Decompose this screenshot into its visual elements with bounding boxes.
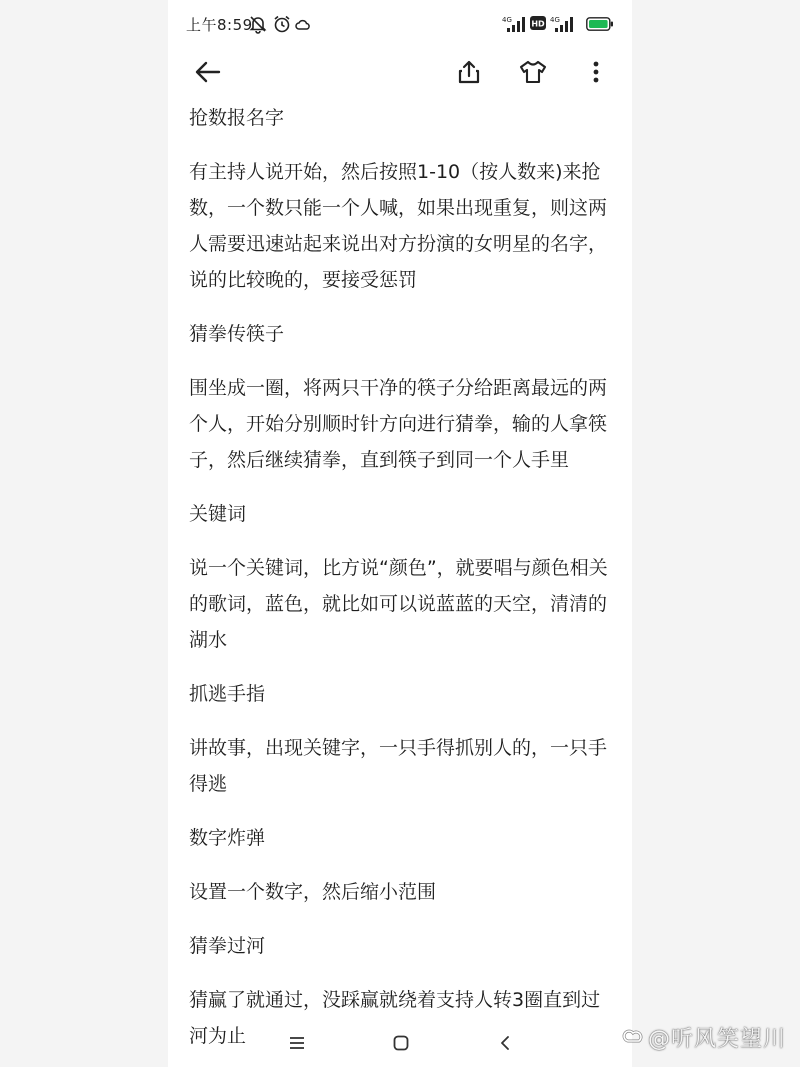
home-square-icon xyxy=(393,1035,409,1051)
section-body: 讲故事，出现关键字，一只手得抓别人的，一只手得逃 xyxy=(189,737,608,795)
battery-icon xyxy=(586,17,614,35)
more-vert-icon xyxy=(592,60,600,84)
network-label-1: 4G xyxy=(502,16,512,24)
section-body: 围坐成一圈，将两只干净的筷子分给距离最远的两个人，开始分别顺时针方向进行猜拳，输的人拿筷子，然后继续猜拳，直到筷子到同一个人手里 xyxy=(189,377,608,471)
share-button[interactable] xyxy=(451,54,487,90)
home-button[interactable] xyxy=(386,1028,416,1058)
theme-button[interactable] xyxy=(515,54,551,90)
signal-2-icon xyxy=(550,14,574,38)
cloud-icon xyxy=(295,17,311,35)
hd-icon xyxy=(530,16,546,34)
recent-apps-button[interactable] xyxy=(282,1028,312,1058)
section-title: 抓逃手指 xyxy=(189,683,266,705)
menu-icon xyxy=(288,1036,306,1050)
hd-label: HD xyxy=(531,19,545,29)
section-body: 猜赢了就通过，没踩赢就绕着支持人转3圈直到过河为止 xyxy=(189,989,601,1047)
status-time: 上午8:59 xyxy=(186,16,253,34)
section-title: 数字炸弹 xyxy=(189,827,266,849)
navigation-bar xyxy=(168,1018,632,1067)
watermark xyxy=(622,1022,786,1055)
app-bar xyxy=(168,48,632,96)
article-content xyxy=(189,100,619,1067)
system-back-button[interactable] xyxy=(490,1028,520,1058)
section-body: 设置一个数字，然后缩小范围 xyxy=(189,881,437,903)
watermark-text: @听风笑望川 xyxy=(647,1027,786,1052)
back-arrow-icon xyxy=(194,60,222,84)
share-icon xyxy=(456,59,482,85)
phone-screen xyxy=(168,0,632,1067)
section-title: 猜拳传筷子 xyxy=(189,323,285,345)
section-body: 有主持人说开始，然后按照1-10（按人数来)来抢数，一个数只能一个人喊，如果出现重复，则这两人需要迅速站起来说出对方扮演的女明星的名字，说的比较晚的，要接受惩罚 xyxy=(189,161,608,291)
status-bar xyxy=(168,0,632,48)
section-body: 说一个关键词，比方说“颜色”，就要唱与颜色相关的歌词，蓝色，就比如可以说蓝蓝的天空，清清的湖水 xyxy=(189,557,608,651)
shirt-icon xyxy=(519,59,547,85)
signal-1-icon xyxy=(502,14,526,38)
section-title: 抢数报名字 xyxy=(189,107,285,129)
alarm-icon xyxy=(272,14,292,38)
network-label-2: 4G xyxy=(550,16,560,24)
section-title: 关键词 xyxy=(189,503,247,525)
more-options-button[interactable] xyxy=(578,54,614,90)
watermark-logo-icon xyxy=(622,1027,646,1055)
section-title: 猜拳过河 xyxy=(189,935,266,957)
mute-icon xyxy=(248,14,268,38)
back-chevron-icon xyxy=(499,1035,511,1051)
back-button[interactable] xyxy=(190,54,226,90)
